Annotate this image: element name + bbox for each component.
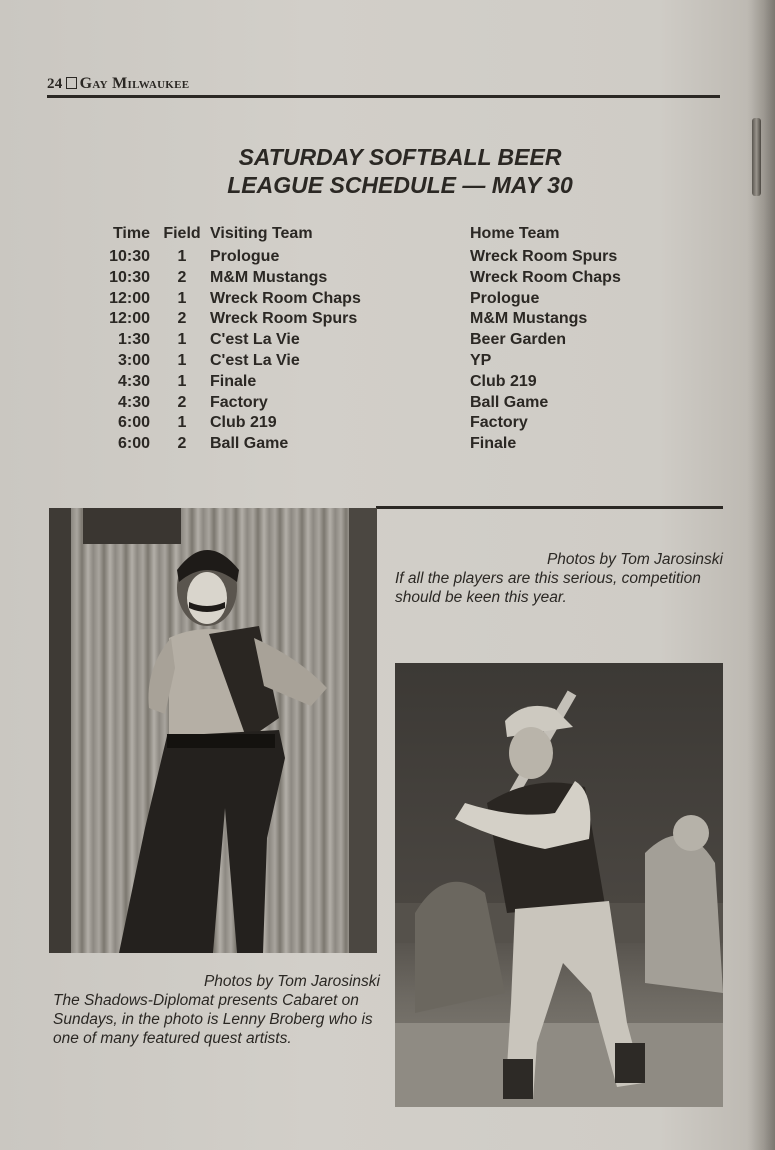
cell-home-team: M&M Mustangs bbox=[470, 310, 588, 328]
cell-field: 1 bbox=[177, 331, 187, 349]
header-rule bbox=[47, 95, 720, 98]
cell-time: 6:00 bbox=[117, 435, 150, 453]
cell-home-team: Finale bbox=[470, 435, 517, 453]
cell-home-team: Ball Game bbox=[470, 393, 549, 411]
cell-visiting-team: M&M Mustangs bbox=[210, 268, 328, 286]
cell-time: 12:00 bbox=[109, 310, 150, 328]
cell-visiting-team: Wreck Room Spurs bbox=[210, 310, 358, 328]
article-title bbox=[100, 143, 700, 199]
cell-home-team: Wreck Room Spurs bbox=[470, 248, 618, 265]
schedule-row bbox=[92, 413, 690, 434]
section-rule bbox=[376, 506, 723, 509]
cell-visiting-team: Club 219 bbox=[210, 414, 277, 432]
batter-illustration bbox=[395, 663, 723, 1107]
binding-clip bbox=[752, 118, 761, 196]
cell-time: 4:30 bbox=[117, 393, 150, 411]
cell-visiting-team: Factory bbox=[210, 393, 268, 411]
cell-home-team: Club 219 bbox=[470, 372, 537, 390]
cell-field: 1 bbox=[177, 248, 187, 265]
schedule-row bbox=[92, 330, 690, 351]
cell-visiting-team: C'est La Vie bbox=[210, 331, 300, 349]
cell-field: 1 bbox=[177, 414, 187, 432]
cell-visiting-team: C'est La Vie bbox=[210, 351, 300, 369]
cell-time: 6:00 bbox=[117, 414, 150, 432]
running-header bbox=[47, 75, 189, 93]
cell-field: 2 bbox=[177, 435, 187, 453]
photo-credit: Photos by Tom Jarosinski bbox=[546, 551, 723, 568]
cell-time: 10:30 bbox=[109, 268, 150, 286]
cell-home-team: YP bbox=[470, 351, 492, 369]
title-line-2: LEAGUE SCHEDULE — MAY 30 bbox=[227, 172, 573, 198]
cell-visiting-team: Finale bbox=[210, 372, 257, 390]
photo-credit: Photos by Tom Jarosinski bbox=[203, 973, 380, 990]
schedule-row bbox=[92, 434, 690, 455]
page-number: 24 bbox=[47, 76, 63, 92]
cell-field: 2 bbox=[177, 393, 187, 411]
cell-field: 1 bbox=[177, 372, 187, 390]
header-visiting: Visiting Team bbox=[210, 224, 313, 242]
cell-visiting-team: Ball Game bbox=[210, 435, 289, 453]
caption-text: If all the players are this serious, competition should be keen this year. bbox=[395, 570, 701, 606]
cell-field: 2 bbox=[177, 268, 187, 286]
header-time: Time bbox=[112, 224, 150, 242]
cell-time: 1:30 bbox=[117, 331, 150, 349]
square-bullet-icon bbox=[66, 77, 77, 89]
cell-time: 12:00 bbox=[109, 289, 150, 307]
cell-field: 1 bbox=[177, 351, 187, 369]
header-field: Field bbox=[163, 224, 201, 242]
cell-home-team: Prologue bbox=[470, 289, 540, 307]
performer-illustration bbox=[49, 508, 377, 953]
schedule-row bbox=[92, 268, 690, 289]
header-home: Home Team bbox=[470, 224, 560, 242]
cell-home-team: Beer Garden bbox=[470, 331, 567, 349]
cabaret-performer-photo bbox=[49, 508, 377, 953]
schedule-row bbox=[92, 309, 690, 330]
cell-field: 1 bbox=[177, 289, 187, 307]
cell-time: 10:30 bbox=[109, 248, 150, 265]
cell-home-team: Wreck Room Chaps bbox=[470, 268, 621, 286]
schedule-row bbox=[92, 289, 690, 310]
schedule-header-row bbox=[92, 221, 690, 247]
title-line-1: SATURDAY SOFTBALL BEER bbox=[238, 144, 562, 170]
batter-photo-caption bbox=[395, 550, 723, 607]
cell-time: 3:00 bbox=[117, 351, 150, 369]
cell-visiting-team: Wreck Room Chaps bbox=[210, 289, 361, 307]
performer-photo-caption bbox=[53, 972, 380, 1048]
publication-name: Gay Milwaukee bbox=[79, 75, 190, 92]
cell-home-team: Factory bbox=[470, 414, 528, 432]
cell-time: 4:30 bbox=[117, 372, 150, 390]
schedule-row bbox=[92, 247, 690, 268]
softball-batter-photo bbox=[395, 663, 723, 1107]
schedule-row bbox=[92, 393, 690, 414]
schedule-row bbox=[92, 351, 690, 372]
schedule-table bbox=[92, 221, 690, 455]
cell-field: 2 bbox=[177, 310, 187, 328]
cell-visiting-team: Prologue bbox=[210, 248, 280, 265]
schedule-row bbox=[92, 372, 690, 393]
caption-text: The Shadows-Diplomat presents Cabaret on Sundays, in the photo is Lenny Broberg who is one of many featured quest artists. bbox=[53, 992, 373, 1047]
